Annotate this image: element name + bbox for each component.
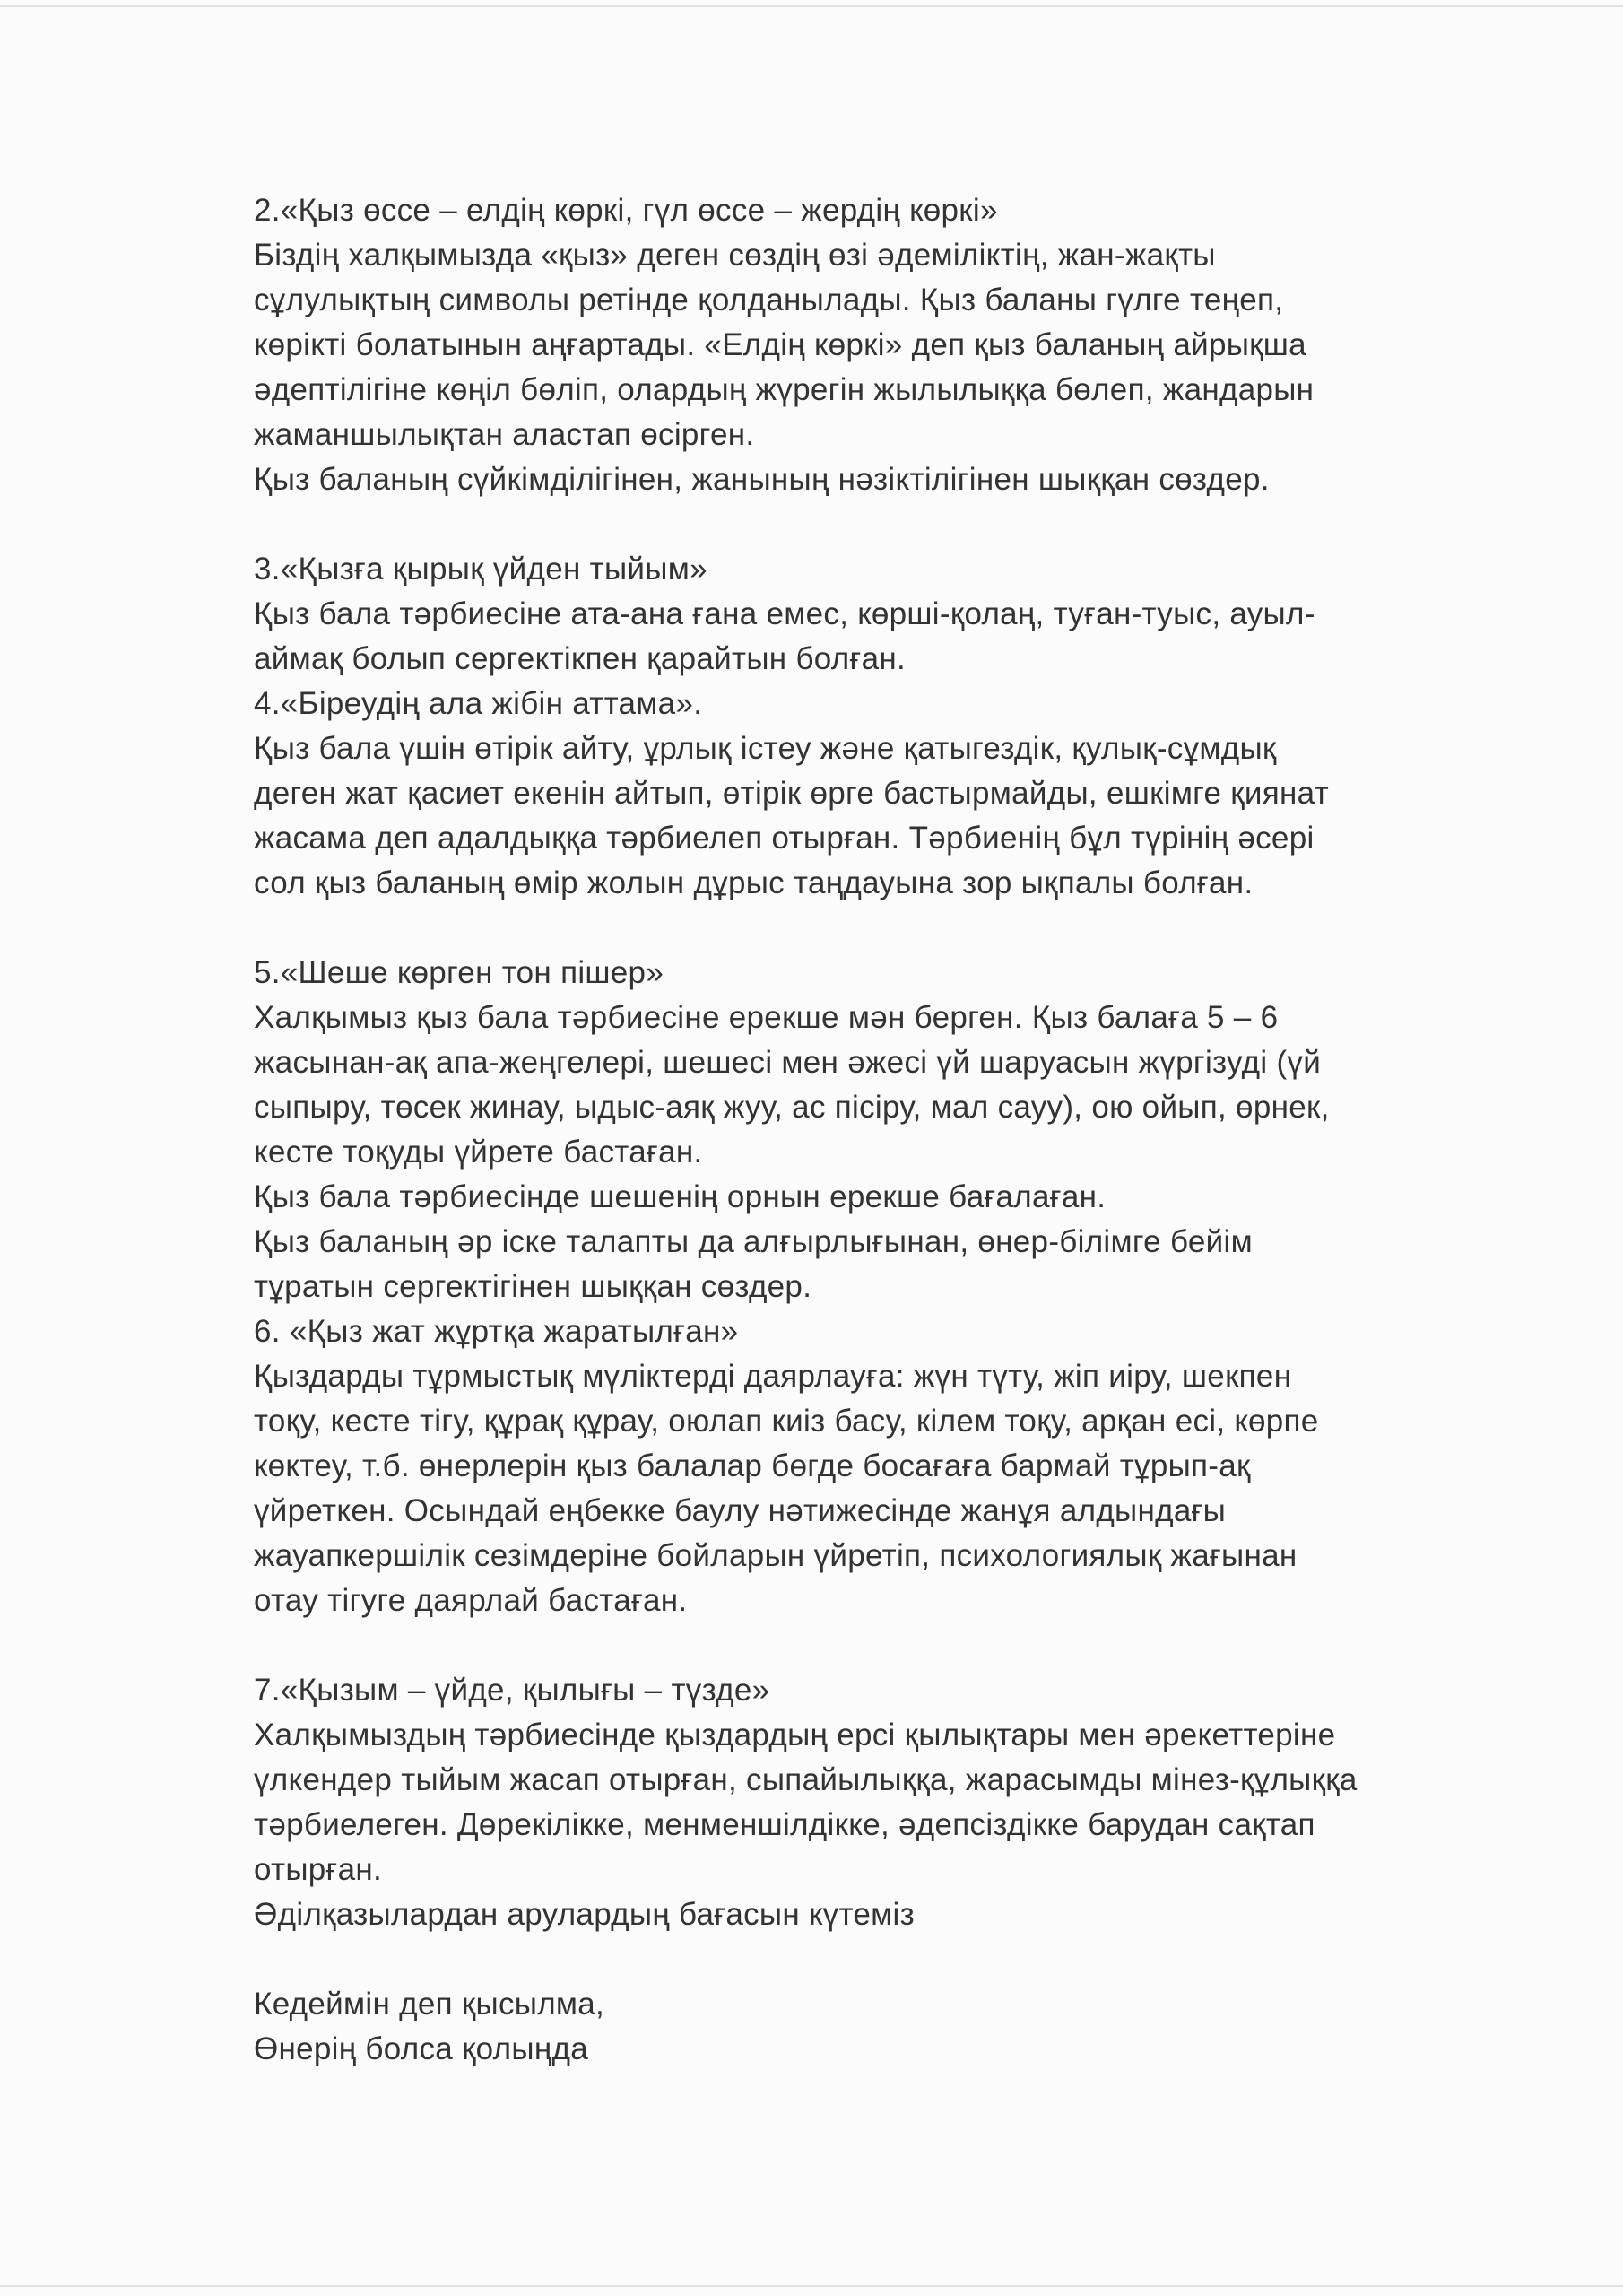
- section-3-4: [254, 547, 1545, 906]
- text-line: Қыздарды тұрмыстық мүліктерді даярлауға: жүн түту, жіп иіру, шекпен: [254, 1359, 1292, 1394]
- closing-verse: [254, 1982, 1545, 2072]
- paragraph-gap: [254, 502, 1545, 547]
- text-line: Әділқазылардан арулардың бағасын күтеміз: [254, 1897, 915, 1932]
- text-line: кесте тоқуды үйрете бастаған.: [254, 1135, 703, 1170]
- text-line: Халқымыздың тәрбиесінде қыздардың ерсі қылықтары мен әрекеттеріне: [254, 1718, 1336, 1752]
- text-line: тәрбиелеген. Дөрекілікке, менменшілдікке, әдепсіздікке барудан сақтап: [254, 1807, 1315, 1842]
- text-line: көрікті болатынын аңғартады. «Елдің көркі» деп қыз баланың айрықша: [254, 327, 1306, 362]
- text-line: жаманшылықтан аластап өсірген.: [254, 417, 755, 452]
- section-7: [254, 1668, 1545, 1937]
- section-5-6: [254, 951, 1545, 1623]
- section-heading: 7.«Қызым – үйде, қылығы – түзде»: [254, 1673, 770, 1708]
- text-line: сұлулықтың символы ретінде қолданылады. Қыз баланы гүлге теңеп,: [254, 283, 1284, 317]
- verse-line: Кедеймін деп қысылма,: [254, 1987, 605, 2022]
- text-line: Қыз баланың әр іске талапты да алғырлығынан, өнер-білімге бейім: [254, 1224, 1253, 1259]
- scan-edge-bottom: [0, 2285, 1623, 2287]
- paragraph-gap: [254, 1623, 1545, 1668]
- section-heading: 5.«Шеше көрген тон пішер»: [254, 955, 664, 990]
- text-line: аймақ болып сергектікпен қарайтын болған.: [254, 641, 907, 676]
- text-line: үлкендер тыйым жасап отырған, сыпайылыққа, жарасымды мінез-құлыққа: [254, 1762, 1358, 1797]
- text-line: отау тігуге даярлай бастаған.: [254, 1583, 688, 1618]
- text-line: Қыз баланың сүйкімділігінен, жанының нәзіктілігінен шыққан сөздер.: [254, 462, 1270, 497]
- text-line: жасама деп адалдыққа тәрбиелеп отырған. Тәрбиенің бұл түрінің әсері: [254, 821, 1315, 856]
- text-line: Халқымыз қыз бала тәрбиесіне ерекше мән берген. Қыз балаға 5 – 6: [254, 1000, 1279, 1035]
- text-line: жасынан-ақ апа-жеңгелері, шешесі мен әжесі үй шаруасын жүргізуді (үй: [254, 1045, 1322, 1080]
- text-line: сыпыру, төсек жинау, ыдыс-аяқ жуу, ас пісіру, мал сауу), ою ойып, өрнек,: [254, 1090, 1330, 1125]
- text-line: көктеу, т.б. өнерлерін қыз балалар бөгде босағаға бармай тұрып-ақ: [254, 1448, 1251, 1483]
- paragraph-gap: [254, 906, 1545, 951]
- text-line: деген жат қасиет екенін айтып, өтірік өрге бастырмайды, ешкімге қиянат: [254, 776, 1329, 811]
- text-line: Қыз бала үшін өтірік айту, ұрлық істеу және қатыгездік, қулық-сұмдық: [254, 731, 1277, 766]
- text-line: Қыз бала тәрбиесінде шешенің орнын ерекше бағалаған.: [254, 1179, 1107, 1214]
- text-line: Қыз бала тәрбиесіне ата-ана ғана емес, көрші-қолаң, туған-туыс, ауыл-: [254, 596, 1315, 631]
- section-2: [254, 188, 1545, 502]
- text-line: тоқу, кесте тігу, құрақ құрау, оюлап киіз басу, кілем тоқу, арқан есі, көрпе: [254, 1404, 1319, 1439]
- text-line: үйреткен. Осындай еңбекке баулу нәтижесінде жанұя алдындағы: [254, 1493, 1227, 1528]
- text-line: Біздің халқымызда «қыз» деген сөздің өзі әдеміліктің, жан-жақты: [254, 238, 1216, 273]
- scan-edge-top: [0, 5, 1623, 7]
- section-heading: 3.«Қызға қырық үйден тыйым»: [254, 552, 707, 587]
- text-line: сол қыз баланың өмір жолын дұрыс таңдауына зор ықпалы болған.: [254, 865, 1254, 900]
- verse-line: Өнерің болса қолыңда: [254, 2031, 588, 2066]
- section-heading: 4.«Біреудің ала жібін аттама».: [254, 686, 703, 721]
- section-heading: 6. «Қыз жат жұртқа жаратылған»: [254, 1314, 739, 1349]
- text-line: жауапкершілік сезімдеріне бойларын үйретіп, психологиялық жағынан: [254, 1538, 1298, 1573]
- text-line: отырған.: [254, 1852, 383, 1887]
- paragraph-gap: [254, 1937, 1545, 1982]
- document-body: [254, 188, 1545, 2072]
- section-heading: 2.«Қыз өссе – елдің көркі, гүл өссе – жердің көркі»: [254, 193, 998, 228]
- text-line: әдептілігіне көңіл бөліп, олардың жүрегін жылылыққа бөлеп, жандарын: [254, 372, 1315, 407]
- text-line: тұратын сергектігінен шыққан сөздер.: [254, 1269, 812, 1304]
